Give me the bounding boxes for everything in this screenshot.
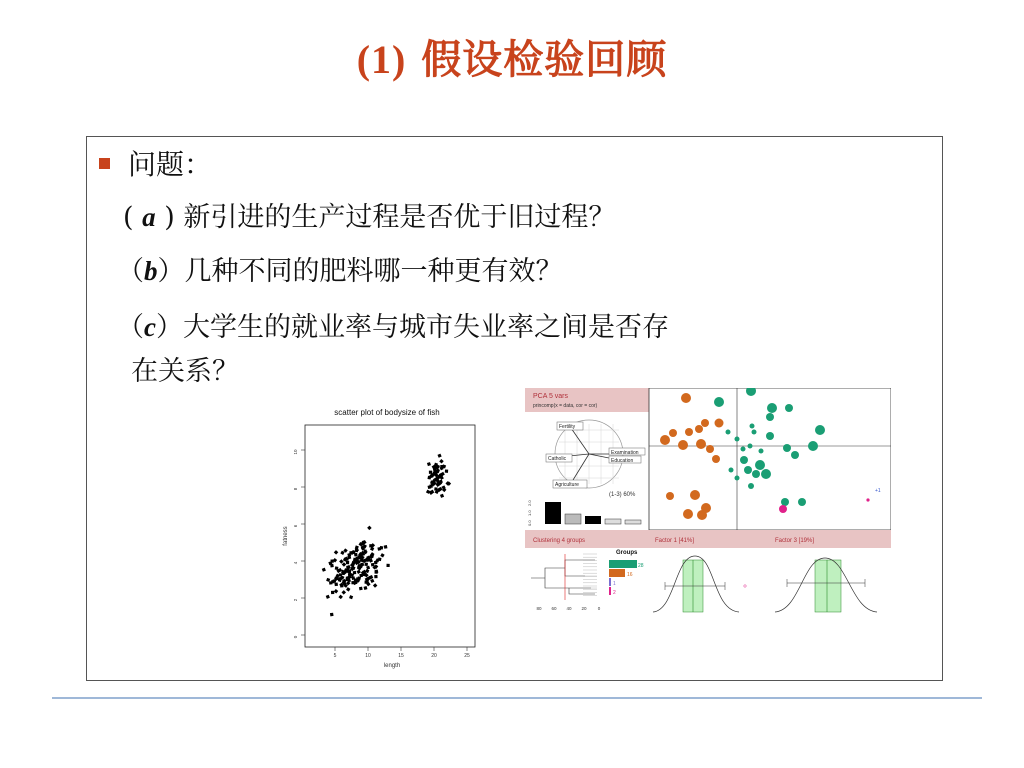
scatter-ytick-label: 0 [293, 635, 298, 639]
question-a-open: ( [123, 202, 143, 233]
factor1-label: Factor 1 [41%] [655, 538, 695, 544]
pca-outlier-tag: +1 [875, 488, 881, 494]
bullet-heading-row [99, 143, 212, 183]
pca-score-point [766, 432, 774, 440]
pca-score-point [669, 429, 677, 437]
question-a [123, 195, 615, 234]
scatter-point [371, 563, 375, 567]
pca-variance-note: (1-3) 60% [609, 492, 636, 498]
pca-score-point [752, 430, 757, 435]
pca-call: princomp(x = data, cor = cor) [533, 403, 598, 409]
scatter-point [341, 590, 346, 595]
question-b-open: （ [117, 256, 144, 287]
dendrogram [531, 554, 597, 600]
scatter-point [377, 547, 381, 551]
var-fertility: Fertility [559, 424, 576, 430]
slide-title-text: 假设检验回顾 [421, 36, 668, 83]
scatter-point [348, 573, 352, 577]
scatter-point [386, 564, 389, 567]
scatter-point [363, 586, 367, 590]
scatter-ytick-label: 10 [293, 449, 298, 455]
scatter-x-axis [334, 647, 470, 659]
correlation-circle [546, 420, 645, 488]
pca-score-point [660, 435, 670, 445]
scatter-point [359, 574, 363, 578]
scatter-point [427, 462, 431, 466]
scatter-point [334, 550, 339, 555]
pca-score-point [681, 393, 691, 403]
clustering-label: Clustering 4 groups [533, 538, 586, 544]
scree-tick-1: 1.0 [527, 510, 532, 516]
scatter-point [367, 526, 372, 531]
scatter-point [334, 589, 339, 594]
pca-figure [525, 388, 891, 624]
pca-score-point [714, 397, 724, 407]
scatter-ytick-label: 2 [293, 598, 298, 602]
factor1-density [653, 556, 746, 612]
scatter-point [349, 595, 353, 599]
pca-score-point [808, 441, 818, 451]
pca-score-point [706, 445, 714, 453]
pca-score-point [695, 425, 703, 433]
pca-score-point [701, 419, 709, 427]
pca-score-point [740, 456, 748, 464]
question-a-close: ) [155, 202, 184, 233]
pca-score-point [815, 425, 825, 435]
scree-plot [527, 500, 641, 526]
pca-score-point [729, 468, 734, 473]
scatter-xtick-label: 15 [398, 653, 404, 659]
scatter-xtick-label: 5 [333, 653, 337, 659]
pca-score-point [750, 424, 755, 429]
scree-tick-0: 0.0 [527, 520, 532, 526]
pca-score-point [683, 509, 693, 519]
bottom-rule [52, 697, 982, 699]
scatter-point [331, 591, 334, 594]
scatter-point [440, 494, 444, 498]
pca-score-point [766, 413, 774, 421]
scatter-point [437, 454, 441, 458]
pca-score-point [685, 428, 693, 436]
factor3-label: Factor 3 [19%] [775, 538, 815, 544]
dendrogram-tick-label: 80 [536, 606, 542, 611]
scatter-point [374, 575, 377, 578]
question-c-close: ） [155, 312, 183, 343]
scatter-point [363, 550, 366, 553]
pca-score-point [791, 451, 799, 459]
pca-score-point [755, 460, 765, 470]
pca-score-point [666, 492, 674, 500]
pca-score-point [748, 483, 754, 489]
scatter-xtick-label: 25 [464, 653, 470, 659]
scatter-ylabel: fatness [283, 526, 289, 546]
question-c-text-2: 在关系？ [131, 356, 239, 387]
var-education: Education [611, 458, 634, 464]
scatter-y-axis [293, 449, 305, 638]
group-count-1: 28 [638, 563, 644, 569]
question-a-text: 新引进的生产过程是否优于旧过程？ [183, 202, 616, 233]
scatter-point [427, 476, 431, 480]
scatter-xtick-label: 10 [365, 653, 371, 659]
pca-score-point [735, 476, 740, 481]
scatter-point [370, 579, 374, 583]
scatter-point [359, 587, 363, 591]
scatter-point [356, 570, 360, 574]
pca-score-point [798, 498, 806, 506]
var-examination: Examination [611, 450, 639, 456]
scatter-xlabel: length [383, 663, 401, 669]
dendrogram-ticks [536, 606, 600, 611]
bullet-square-icon [99, 158, 110, 169]
scatter-point [329, 581, 333, 585]
pca-score-point [696, 439, 706, 449]
scatter-point [339, 559, 344, 564]
pca-score-point [690, 490, 700, 500]
factor3-density [775, 558, 877, 612]
scatter-point [440, 465, 444, 469]
scatter-point [338, 595, 343, 600]
group-count-4: 2 [613, 590, 616, 596]
pca-score-point [678, 440, 688, 450]
dendrogram-tick-label: 20 [581, 606, 587, 611]
bullet-heading: 问题： [128, 148, 213, 181]
pca-score-point [783, 444, 791, 452]
content-box [86, 136, 943, 681]
pca-score-point [726, 430, 731, 435]
pca-score-point [744, 466, 752, 474]
scatter-point [342, 562, 347, 567]
pca-title: PCA 5 vars [533, 393, 569, 400]
scatter-point [335, 566, 339, 570]
pca-score-point [697, 510, 707, 520]
scatter-points [322, 454, 451, 617]
pca-score-point [761, 469, 771, 479]
group-count-3: 1 [613, 581, 616, 587]
scatter-point [346, 587, 350, 591]
scatter-point [353, 571, 357, 575]
groups-label: Groups [616, 550, 638, 556]
pca-score-point [735, 437, 740, 442]
pca-score-point [866, 498, 869, 501]
question-c-continuation [131, 349, 239, 388]
scatter-xtick-label: 20 [431, 653, 437, 659]
scatter-point [322, 568, 326, 572]
pca-score-point [748, 444, 753, 449]
scatter-title: scatter plot of bodysize of fish [334, 408, 440, 417]
scatter-point [326, 578, 330, 582]
question-c [117, 305, 669, 344]
pca-score-point [759, 449, 764, 454]
scatter-point [373, 583, 378, 588]
scree-tick-2: 2.0 [527, 500, 532, 506]
scatter-point [380, 553, 384, 557]
var-catholic: Catholic [548, 456, 567, 462]
scatter-ytick-label: 4 [293, 561, 298, 565]
scatter-point [431, 473, 434, 476]
group-count-2: 16 [627, 572, 633, 578]
scatter-ytick-label: 6 [293, 524, 298, 528]
var-agriculture: Agriculture [555, 482, 579, 488]
scatter-point [326, 595, 330, 599]
scatter-point [364, 563, 368, 567]
dendrogram-tick-label: 0 [597, 606, 601, 611]
scatter-point [369, 544, 372, 547]
question-c-open: （ [117, 312, 144, 343]
pca-score-point [767, 403, 777, 413]
pca-score-point [785, 404, 793, 412]
scatter-figure [277, 399, 487, 671]
pca-score-point [715, 419, 724, 428]
question-c-text: 大学生的就业率与城市失业率之间是否存 [182, 312, 669, 343]
pca-score-point [779, 505, 787, 513]
slide-title [0, 28, 1024, 85]
question-a-letter: a [142, 202, 156, 232]
pca-score-point [712, 455, 720, 463]
slide-title-number: (1) [356, 37, 407, 82]
scatter-point [330, 613, 334, 617]
question-c-letter: c [144, 312, 156, 342]
question-b-close: ） [157, 256, 185, 287]
scatter-point [439, 459, 444, 464]
scatter-point [384, 545, 388, 549]
dendrogram-tick-label: 60 [551, 606, 557, 611]
question-b-letter: b [144, 256, 158, 286]
scatter-point [330, 559, 333, 562]
scatter-ytick-label: 8 [293, 487, 298, 491]
scatter-point [346, 561, 349, 564]
scatter-point [354, 578, 358, 582]
scatter-point [445, 469, 448, 472]
scatter-point [346, 566, 349, 569]
dendrogram-tick-label: 40 [566, 606, 572, 611]
scatter-point [330, 564, 334, 568]
scatter-point [334, 583, 338, 587]
question-b [117, 249, 563, 288]
pca-score-point [781, 498, 789, 506]
question-b-text: 几种不同的肥料哪一种更有效？ [184, 256, 563, 287]
scatter-point [351, 581, 354, 584]
pca-score-point [741, 447, 746, 452]
pca-score-point [752, 470, 760, 478]
